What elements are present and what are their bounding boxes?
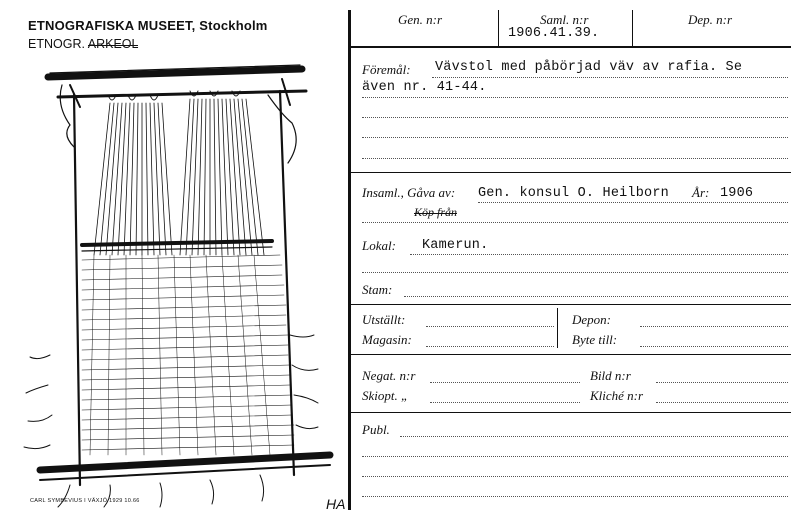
rule: [426, 346, 554, 347]
department-struck: ARKEOL: [87, 37, 139, 51]
skiopt-label: Skiopt. „: [362, 388, 409, 403]
department-prefix: ETNOGR.: [28, 37, 85, 51]
rule: [362, 137, 788, 138]
ar-label: År:: [692, 185, 710, 200]
header-rule: [351, 46, 791, 48]
section-rule: [351, 412, 791, 413]
section-rule: [351, 172, 791, 173]
rule: [404, 296, 788, 297]
bild-label: Bild n:r: [590, 368, 631, 383]
foremal-line2: även nr. 41-44.: [362, 80, 487, 95]
printer-note: CARL SYMBEVIUS I VÄXJÖ 1929 10.66: [30, 498, 140, 504]
byte-label: Byte till:: [572, 332, 618, 347]
utstallt-label: Utställt:: [362, 312, 406, 327]
insaml-value: Gen. konsul O. Heilborn: [478, 186, 669, 201]
card-divider: [348, 10, 351, 510]
rule: [478, 202, 788, 203]
rule: [362, 272, 788, 273]
rule: [656, 402, 788, 403]
lokal-label: Lokal:: [362, 238, 396, 253]
foremal-label: Föremål:: [362, 62, 411, 77]
museum-city: Stockholm: [199, 18, 268, 33]
foremal-line1: Vävstol med påbörjad väv av rafia. Se: [435, 60, 743, 75]
saml-label: Saml. n:r: [540, 12, 589, 27]
magasin-label: Magasin:: [362, 332, 412, 347]
rule: [640, 326, 788, 327]
kliche-label: Kliché n:r: [590, 388, 644, 403]
rule: [656, 382, 788, 383]
rule: [362, 456, 788, 457]
section-rule: [351, 304, 791, 305]
rule: [430, 382, 580, 383]
kop-label: [414, 205, 457, 220]
rule: [400, 436, 788, 437]
header-sep-1: [498, 10, 499, 46]
saml-value: 1906.41.39.: [508, 26, 600, 41]
signature: HA: [326, 496, 346, 512]
stam-label: Stam:: [362, 282, 393, 297]
rule: [362, 476, 788, 477]
negat-label: Negat. n:r: [362, 368, 416, 383]
publ-label: Publ.: [362, 422, 390, 437]
museum-name: [28, 18, 268, 33]
rule: [426, 326, 554, 327]
rule: [362, 222, 788, 223]
dep-label: Dep. n:r: [688, 12, 733, 27]
ar-value: 1906: [720, 186, 754, 201]
rule: [432, 77, 788, 78]
loom-drawing: [10, 55, 350, 515]
placement-sep: [557, 308, 558, 348]
rule: [362, 496, 788, 497]
kop-label-text: Köp från: [414, 205, 458, 219]
rule: [430, 402, 580, 403]
department-line: [28, 37, 138, 51]
lokal-value: Kamerun.: [422, 238, 489, 253]
rule: [410, 254, 788, 255]
rule: [362, 158, 788, 159]
gen-label: Gen. n:r: [398, 12, 443, 27]
insaml-label: Insaml., Gåva av:: [362, 185, 456, 200]
rule: [640, 346, 788, 347]
section-rule: [351, 354, 791, 355]
header-sep-2: [632, 10, 633, 46]
depon-label: Depon:: [572, 312, 611, 327]
rule: [362, 97, 788, 98]
rule: [362, 117, 788, 118]
museum-name-text: ETNOGRAFISKA MUSEET,: [28, 18, 196, 33]
